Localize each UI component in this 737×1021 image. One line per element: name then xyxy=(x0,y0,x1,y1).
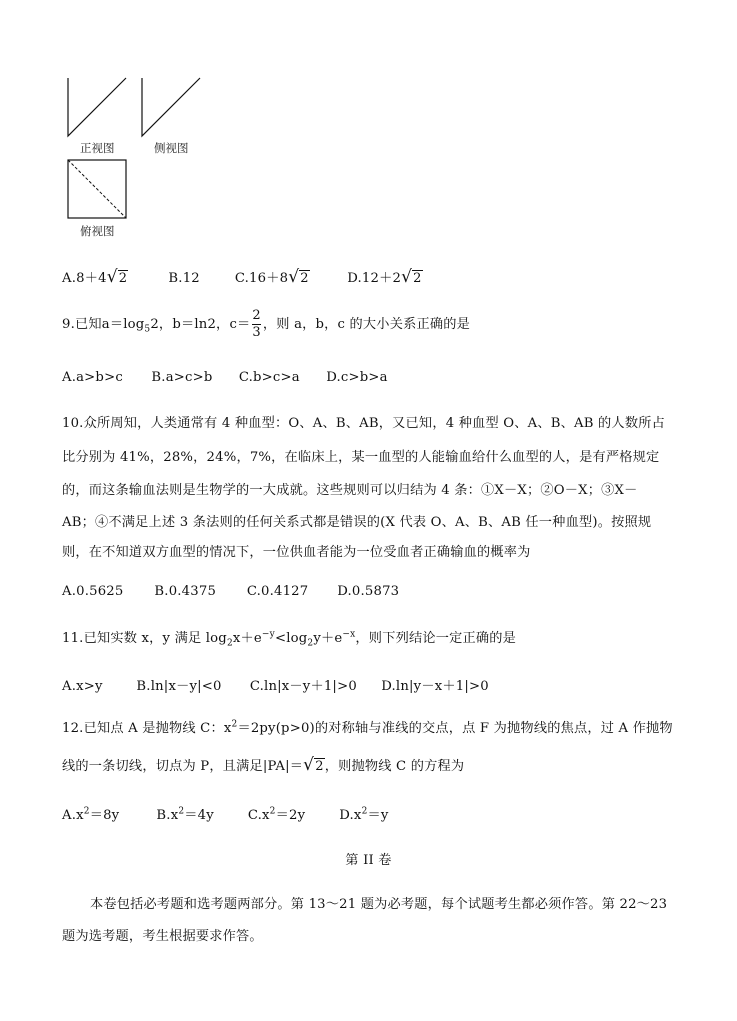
sqrt-symbol: √2 xyxy=(106,267,128,287)
q12-text-3: 线的一条切线，切点为 P，且满足|PA|＝ xyxy=(62,759,304,774)
q8-option-c-text: C.16＋8 xyxy=(234,271,289,286)
q8-options xyxy=(62,267,423,287)
sqrt-symbol: √2 xyxy=(288,267,309,287)
q12-option-b: $B.x^2=4y$ xyxy=(156,806,214,823)
q8-option-a xyxy=(62,267,164,287)
q8-option-a-radicand: 2 xyxy=(118,271,128,286)
q9-frac-numerator: 2 xyxy=(252,308,261,323)
q11-option-a: A.x>y xyxy=(62,679,103,694)
q11-text-1: 11.已知实数 x，y 满足 log xyxy=(62,631,227,646)
q11-log-base-1: 2 xyxy=(226,638,233,649)
q9-option-b: B.a>c>b xyxy=(151,370,213,385)
q12-option-a: $A.x^2=8y$ xyxy=(62,806,120,823)
q10-line-5: 则，在不知道双方血型的情况下，一位供血者能为一位受血者正确输血的概率为 xyxy=(62,545,531,560)
q8-option-c-radicand: 2 xyxy=(300,271,309,286)
q11-option-c: C.ln|x－y＋1|>0 xyxy=(249,679,357,694)
q12-options xyxy=(62,804,389,823)
q8-option-c xyxy=(235,267,343,287)
front-view-drawing xyxy=(68,78,126,136)
top-view-drawing xyxy=(68,160,126,218)
q8-option-b: B.12 xyxy=(168,271,200,286)
q11-options xyxy=(62,675,489,694)
q12-text-2: ＝2py(p>0)的对称轴与准线的交点，点 F 为抛物线的焦点，过 A 作抛物 xyxy=(237,721,673,736)
q9-fraction xyxy=(252,308,260,341)
q12-text-1: 12.已知点 A 是抛物线 C：x xyxy=(62,721,232,736)
side-view-label: 侧视图 xyxy=(154,141,189,155)
q9-option-c: C.b>c>a xyxy=(238,370,300,385)
q8-option-d xyxy=(347,267,422,287)
q12-text-4: ，则抛物线 C 的方程为 xyxy=(324,759,465,774)
side-view-drawing xyxy=(142,78,200,136)
q10-option-a: A.0.5625 xyxy=(62,584,124,599)
sqrt-symbol: √2 xyxy=(401,267,422,287)
q11-exp-2: −x xyxy=(342,629,356,640)
q9-text-1: 9.已知a＝log xyxy=(62,317,145,332)
q10-line-4: AB；④不满足上述 3 条法则的任何关系式都是错误的(X 代表 O、A、B、AB 任一种血型)。按照规 xyxy=(62,515,652,530)
q11-option-d: D.ln|y－x＋1|>0 xyxy=(381,679,489,694)
q11-stem xyxy=(62,627,516,649)
q9-frac-denominator: 3 xyxy=(252,325,261,340)
top-view-label: 俯视图 xyxy=(80,224,115,238)
q11-log-base-2: 2 xyxy=(307,638,314,649)
q10-option-b: B.0.4375 xyxy=(154,584,217,599)
q9-stem xyxy=(62,308,470,341)
q10-line-2: 比分别为 41%，28%，24%，7%，在临床上，某一血型的人能输血给什么血型的人，是有严格规定 xyxy=(62,450,660,465)
q8-option-d-radicand: 2 xyxy=(413,271,422,286)
sqrt-symbol: √2 xyxy=(303,755,324,775)
q12-radicand: 2 xyxy=(315,759,324,774)
q8-option-d-text: D.12＋2 xyxy=(347,271,402,286)
q11-text-5: ，则下列结论一定正确的是 xyxy=(355,631,517,646)
q11-option-b: B.ln|x－y|<0 xyxy=(136,679,222,694)
section-intro-line-1: 本卷包括必考题和选考题两部分。第 13～21 题为必考题，每个试题考生都必须作答。第 22～23 xyxy=(90,897,668,912)
q10-line-3: 的，而这条输血法则是生物学的一大成就。这些规则可以归结为 4 条：①X－X；②O－X；③X－ xyxy=(62,483,638,498)
q10-line-1: 10.众所周知，人类通常有 4 种血型：O、A、B、AB，又已知，4 种血型 O、A、B、AB 的人数所占 xyxy=(62,416,665,431)
q9-text-3: ，则 a，b，c 的大小关系正确的是 xyxy=(262,317,471,332)
q11-exp-1: −y xyxy=(261,629,275,640)
q10-options xyxy=(62,584,399,599)
q9-options xyxy=(62,370,388,385)
q10-option-c: C.0.4127 xyxy=(246,584,309,599)
q8-option-a-text: A.8＋4 xyxy=(62,271,107,286)
front-view-label: 正视图 xyxy=(80,141,115,155)
q11-text-2: x＋e xyxy=(232,631,262,646)
q12-option-d: $D.x^2=y$ xyxy=(339,806,389,823)
q12-option-c: $C.x^2=2y$ xyxy=(247,806,306,823)
section-title: 第 II 卷 xyxy=(345,853,392,868)
q11-text-4: y＋e xyxy=(313,631,343,646)
q9-log-base: 5 xyxy=(144,324,151,335)
q9-option-d: D.c>b>a xyxy=(326,370,388,385)
q12-exp: 2 xyxy=(231,719,238,730)
q11-text-3: <log xyxy=(274,631,308,646)
q10-option-d: D.0.5873 xyxy=(337,584,400,599)
q12-line-1 xyxy=(62,717,673,736)
q9-text-2: 2，b＝ln2，c＝ xyxy=(150,317,251,332)
q12-line-2 xyxy=(62,755,464,775)
q9-option-a: A.a>b>c xyxy=(62,370,123,385)
section-intro-line-2: 题为选考题，考生根据要求作答。 xyxy=(62,929,263,944)
